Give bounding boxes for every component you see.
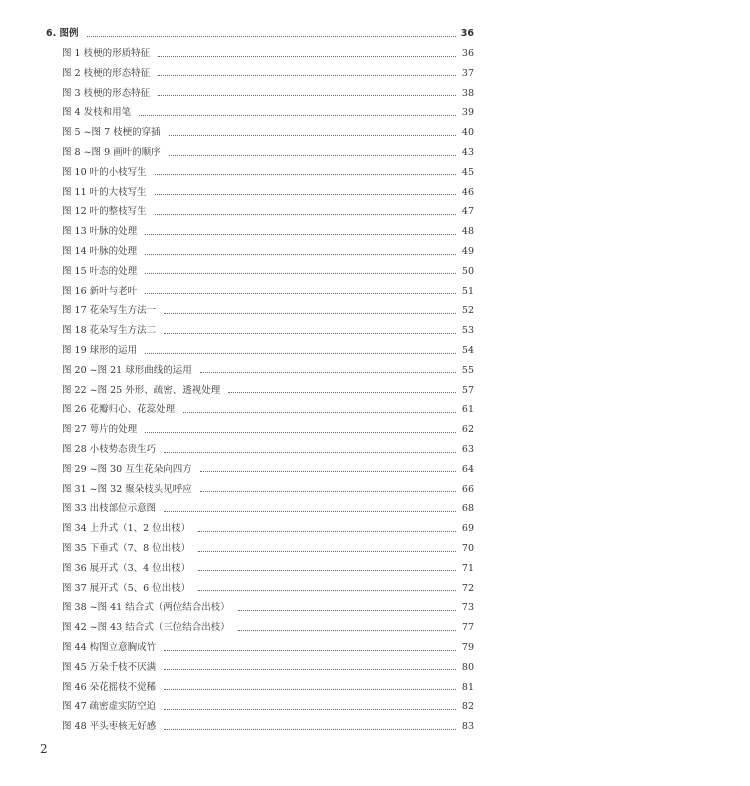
toc-entry-page-number: 52 [461, 305, 474, 317]
toc-entry-page-number: 62 [461, 424, 474, 436]
toc-entry [62, 224, 474, 240]
toc-entry-label: 图 47 疏密虚实防空迫 [62, 701, 157, 713]
toc-entry-label: 图 37 展开式（5、6 位出枝） [62, 582, 191, 594]
toc-entry-label: 图 14 叶脉的处理 [62, 246, 138, 257]
toc-entry-label: 图 44 构图立意胸成竹 [62, 642, 157, 653]
toc-entry-page-number: 73 [461, 602, 474, 614]
toc-entry-page-number: 64 [461, 463, 474, 475]
dot-leader [164, 313, 456, 314]
toc-entry [62, 442, 474, 458]
dot-leader [158, 95, 456, 96]
dot-leader [200, 471, 456, 472]
toc-entry-page-number: 57 [461, 384, 474, 396]
toc-entry-label: 图 36 展开式（3、4 位出枝） [62, 562, 191, 574]
toc-entry-label: 图 3 枝梗的形态特征 [62, 87, 151, 99]
toc-entry [62, 125, 474, 141]
dot-leader [155, 174, 456, 175]
toc-entry-label: 图 33 出枝部位示意图 [62, 503, 157, 515]
toc-entry [62, 343, 474, 359]
toc-entry-page-number: 36 [461, 48, 474, 59]
dot-leader [155, 214, 456, 215]
toc-entry-page-number: 63 [461, 444, 474, 455]
toc-entry-page-number: 79 [461, 642, 474, 653]
dot-leader [183, 412, 456, 413]
dot-leader [145, 234, 456, 235]
toc-entry-page-number: 51 [461, 285, 474, 297]
dot-leader [198, 590, 456, 591]
dot-leader [238, 610, 456, 611]
toc-entry [62, 699, 474, 715]
toc-entry-page-number: 77 [461, 622, 474, 634]
toc-entry [62, 323, 474, 339]
toc-entry [62, 204, 474, 220]
toc-entry-page-number: 69 [461, 523, 474, 535]
dot-leader [164, 452, 456, 453]
toc-entry-page-number: 81 [461, 681, 474, 693]
toc-entry-page-number: 70 [461, 543, 474, 554]
toc-entry [62, 264, 474, 280]
dot-leader [158, 56, 456, 57]
dot-leader [228, 392, 456, 393]
toc-entry-label: 图 27 萼片的处理 [62, 424, 138, 436]
toc-entry [62, 462, 474, 478]
toc-entry-label: 图 19 球形的运用 [62, 345, 138, 356]
toc-entry [62, 561, 474, 577]
toc-entry-page-number: 39 [461, 107, 474, 119]
dot-leader [155, 194, 456, 195]
toc-entry-label: 图 35 下垂式（7、8 位出枝） [62, 543, 191, 554]
toc-entry-label: 图 4 发枝和用笔 [62, 107, 132, 119]
dot-leader [238, 630, 456, 631]
toc-entry-page-number: 50 [461, 265, 474, 277]
toc-entry-label: 图 45 万朵千枝不厌满 [62, 661, 157, 673]
section-label: 6. 图例 [46, 28, 79, 39]
toc-entry-page-number: 46 [461, 186, 474, 198]
toc-entry-page-number: 68 [461, 503, 474, 515]
toc-entry-page-number: 72 [461, 582, 474, 594]
toc-entry-label: 图 8 ~图 9 画叶的顺序 [62, 147, 161, 158]
dot-leader [139, 115, 456, 116]
toc-entry [62, 363, 474, 379]
toc-entry-page-number: 66 [461, 483, 474, 495]
toc-entry [62, 521, 474, 537]
dot-leader [164, 709, 456, 710]
dot-leader [200, 372, 456, 373]
toc-entry-label: 图 12 叶的整枝写生 [62, 206, 147, 218]
dot-leader [158, 75, 456, 76]
toc-entry-label: 图 38 ~图 41 结合式（两位结合出枝） [62, 602, 230, 614]
toc-entry [62, 501, 474, 517]
toc-entry [62, 600, 474, 616]
toc-entry [62, 640, 474, 656]
dot-leader [164, 511, 456, 512]
toc-entry-page-number: 82 [461, 701, 474, 713]
dot-leader [200, 491, 456, 492]
dot-leader [164, 689, 456, 690]
toc-entry [62, 46, 474, 62]
toc-entry-label: 图 48 平头枣核无好感 [62, 721, 157, 733]
toc-entry-page-number: 54 [461, 345, 474, 356]
toc-entry [62, 66, 474, 82]
dot-leader [169, 155, 456, 156]
toc-entry-label: 图 20 ~图 21 球形曲线的运用 [62, 364, 192, 376]
toc-entry-label: 图 31 ~图 32 聚朵枝头见呼应 [62, 483, 192, 495]
dot-leader [164, 669, 456, 670]
toc-entry-label: 图 34 上升式（1、2 位出枝） [62, 523, 191, 535]
toc-entry-label: 图 10 叶的小枝写生 [62, 166, 147, 178]
footer-page-number: 2 [40, 742, 48, 756]
toc-entry-page-number: 40 [461, 127, 474, 139]
dot-leader [164, 333, 456, 334]
toc-entry-label: 图 11 叶的大枝写生 [62, 186, 147, 198]
toc-entry [62, 145, 474, 161]
dot-leader [164, 729, 456, 730]
toc-entry [62, 660, 474, 676]
toc-entry [62, 303, 474, 319]
toc-entry [62, 244, 474, 260]
toc-entry-label: 图 28 小枝势态贵生巧 [62, 444, 157, 455]
toc-entry-page-number: 83 [461, 721, 474, 733]
toc-entry-label: 图 1 枝梗的形质特征 [62, 48, 151, 59]
toc-entry-page-number: 55 [461, 364, 474, 376]
toc-entry-label: 图 15 叶态的处理 [62, 265, 138, 277]
toc-entry [62, 165, 474, 181]
dot-leader [87, 36, 456, 37]
toc-entry [62, 402, 474, 418]
toc-entry [62, 680, 474, 696]
toc-entry-page-number: 37 [461, 67, 474, 79]
toc-entry [62, 482, 474, 498]
dot-leader [169, 135, 456, 136]
toc-entry-page-number: 47 [461, 206, 474, 218]
dot-leader [145, 432, 456, 433]
toc-entry-label: 图 22 ~图 25 外形、疏密、透视处理 [62, 384, 221, 396]
toc-entry [62, 284, 474, 300]
toc-entry-page-number: 61 [461, 404, 474, 416]
toc-entry [62, 105, 474, 121]
toc-entry [62, 581, 474, 597]
toc-entry-label: 图 18 花朵写生方法二 [62, 325, 157, 337]
toc-entry-label: 图 29 ~图 30 互生花朵向四方 [62, 463, 192, 475]
toc-entry [62, 383, 474, 399]
toc-entry-label: 图 5 ~图 7 枝梗的穿插 [62, 127, 161, 139]
dot-leader [145, 353, 456, 354]
toc-entry [62, 86, 474, 102]
dot-leader [145, 254, 456, 255]
toc-entry [62, 185, 474, 201]
toc-entry-label: 图 16 新叶与老叶 [62, 285, 138, 297]
toc-entry-label: 图 42 ~图 43 结合式（三位结合出枝） [62, 622, 230, 634]
toc-entry [62, 541, 474, 557]
toc-entry-label: 图 13 叶脉的处理 [62, 226, 138, 238]
toc-entry-page-number: 43 [461, 147, 474, 158]
toc-entry-page-number: 80 [461, 661, 474, 673]
dot-leader [198, 531, 456, 532]
toc-entry-page-number: 71 [461, 562, 474, 574]
toc-entry-label: 图 46 朵花摇枝不觉稀 [62, 681, 157, 693]
dot-leader [198, 570, 456, 571]
toc-entry-page-number: 48 [461, 226, 474, 238]
toc-entry-page-number: 45 [461, 166, 474, 178]
toc-entry-label: 图 2 枝梗的形态特征 [62, 67, 151, 79]
toc-entry [62, 719, 474, 735]
toc-entry-label: 图 17 花朵写生方法一 [62, 305, 157, 317]
toc-section-heading [46, 26, 474, 42]
dot-leader [145, 273, 456, 274]
dot-leader [198, 551, 456, 552]
toc-entry-page-number: 53 [461, 325, 474, 337]
dot-leader [145, 293, 456, 294]
toc-entry [62, 620, 474, 636]
dot-leader [164, 650, 456, 651]
toc-entry-page-number: 38 [461, 87, 474, 99]
toc-entry [62, 422, 474, 438]
toc-entry-label: 图 26 花瓣归心、花蕊处理 [62, 404, 176, 416]
toc-entry-page-number: 49 [461, 246, 474, 257]
section-page-number: 36 [460, 28, 474, 39]
